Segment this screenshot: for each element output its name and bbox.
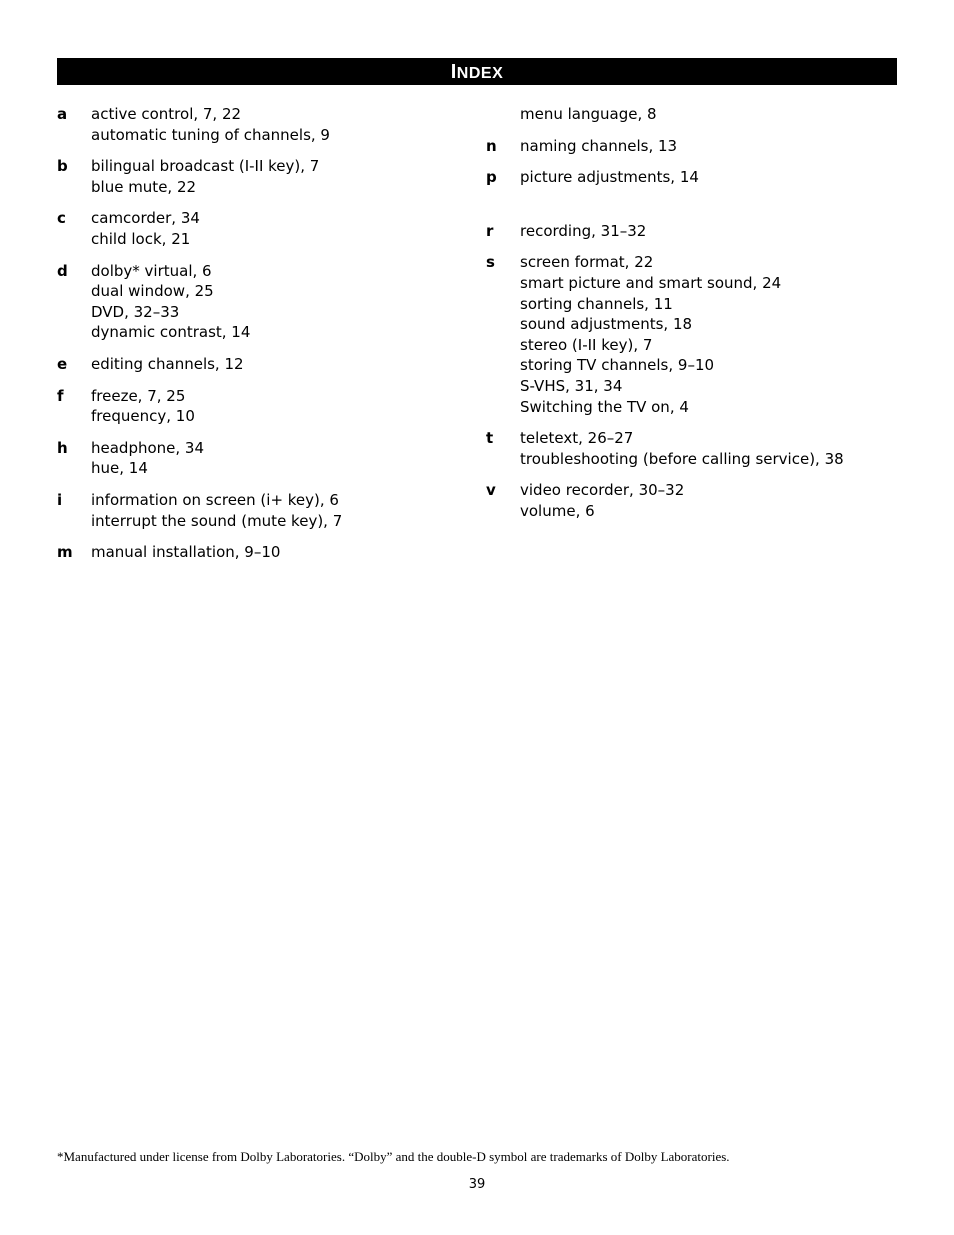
index-letter: s [486,253,495,272]
index-entry: naming channels, 13 [520,136,678,155]
index-letter: d [57,261,68,280]
index-letter: f [57,386,64,405]
title-initial: I [450,61,457,83]
index-entry: hue, 14 [91,459,148,478]
index-group-f [57,386,457,427]
index-entry: menu language, 8 [520,105,657,123]
index-entry: child lock, 21 [91,229,191,248]
index-entry: teletext, 26–27 [520,429,634,448]
index-group-h [57,438,457,479]
index-letter: p [486,168,497,187]
index-entry: blue mute, 22 [91,177,197,196]
index-entry: sorting channels, 11 [520,294,673,313]
index-letter: n [486,136,497,155]
index-group-i [57,490,457,531]
index-entry: frequency, 10 [91,407,195,426]
index-entry: interrupt the sound (mute key), 7 [91,511,343,530]
index-entry: manual installation, 9–10 [91,543,281,562]
index-entry: Switching the TV on, 4 [520,397,689,416]
index-entry: troubleshooting (before calling service), 38 [520,449,844,468]
index-entry: video recorder, 30–32 [520,481,685,500]
index-group-m [57,542,457,563]
page-number: 39 [468,1177,486,1192]
page-title [57,59,897,87]
index-group-c [57,208,457,249]
index-entry: storing TV channels, 9–10 [520,356,715,375]
index-column-right [486,104,906,533]
index-entry: headphone, 34 [91,438,205,457]
index-letter: m [57,543,73,562]
index-entry: smart picture and smart sound, 24 [520,273,782,292]
index-entry: recording, 31–32 [520,221,647,240]
index-entry: volume, 6 [520,501,595,520]
index-letter: t [486,429,494,448]
index-group-s [486,252,906,417]
index-spacer [486,199,906,221]
title-rest: NDEX [456,65,504,82]
index-entry: picture adjustments, 14 [520,168,699,187]
index-letter: a [57,105,68,123]
index-entry: information on screen (i+ key), 6 [91,490,339,509]
index-entry: camcorder, 34 [91,209,200,228]
index-group-d [57,261,457,343]
index-group-a [57,104,457,145]
index-letter: b [57,157,68,176]
index-group-e [57,354,457,375]
index-letter: r [486,221,494,240]
index-group-m-continued [486,104,906,125]
index-group-r [486,221,906,242]
index-title-bar [57,58,897,85]
index-entry: dual window, 25 [91,282,214,301]
index-entry: automatic tuning of channels, 9 [91,125,330,144]
index-entry: editing channels, 12 [91,354,244,373]
index-entry: dynamic contrast, 14 [91,323,251,342]
index-group-p [486,167,906,188]
index-group-t [486,428,906,469]
index-letter: h [57,438,68,457]
index-entry: bilingual broadcast (I-II key), 7 [91,157,320,176]
index-group-b [57,156,457,197]
index-entry: S-VHS, 31, 34 [520,376,623,395]
index-entry: freeze, 7, 25 [91,386,186,405]
index-entry: screen format, 22 [520,253,654,272]
index-entry: stereo (I-II key), 7 [520,335,653,354]
index-letter: c [57,209,66,228]
index-column-left [57,104,457,574]
dolby-footnote: *Manufactured under license from Dolby Laboratories. “Dolby” and the double-D symbol are trademarks of Dolby Laboratories. [57,1149,730,1164]
index-letter: v [486,481,496,500]
index-letter: e [57,354,68,373]
index-letter: i [57,490,63,509]
index-entry: active control, 7, 22 [91,105,242,123]
index-entry: DVD, 32–33 [91,302,180,321]
index-group-v [486,480,906,521]
index-group-n [486,136,906,157]
index-entry: sound adjustments, 18 [520,315,693,334]
index-entry: dolby* virtual, 6 [91,261,212,280]
